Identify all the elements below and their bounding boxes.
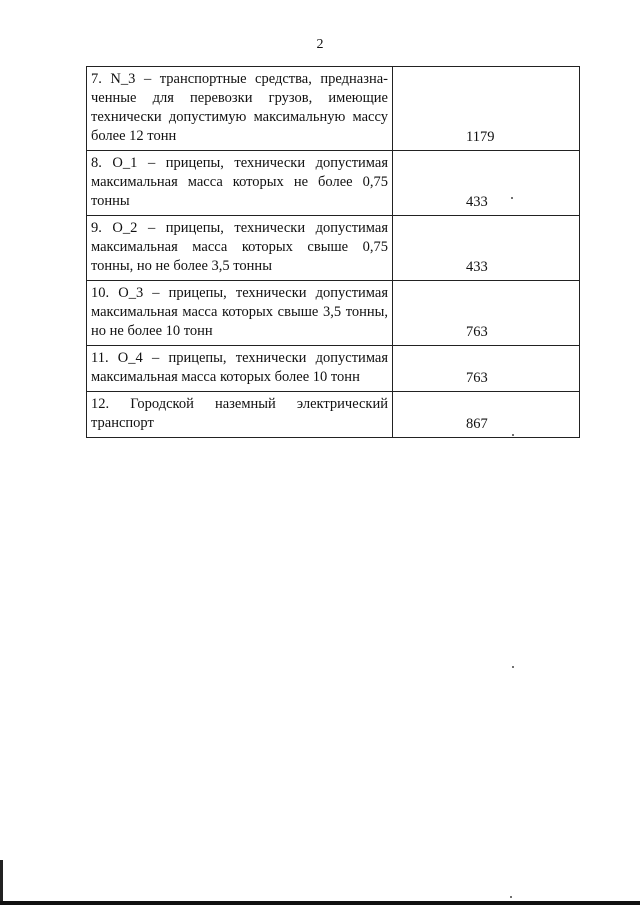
row-value-cell [393,346,580,392]
scan-speck [512,434,514,436]
row-description: 8. O_1 – прицепы, технически допустимая максимальная масса которых не более 0,75 тонны [87,151,393,216]
scan-speck [511,197,513,199]
scan-edge-bottom [0,901,640,905]
scan-speck [510,896,512,898]
row-description: 7. N_3 – транспортные средства, предназна-ченные для перевозки грузов, имеющие технически допустимую максимальную массу более 12 тонн [87,67,393,151]
row-value-cell [393,281,580,346]
row-value: 763 [466,324,488,340]
row-value: 867 [466,416,488,432]
table-row [87,67,580,151]
row-value: 433 [466,259,488,275]
row-value-cell [393,67,580,151]
table-row [87,151,580,216]
row-value: 1179 [466,129,495,145]
row-value: 433 [466,194,488,210]
table-row [87,346,580,392]
table-row [87,216,580,281]
row-value-cell [393,392,580,438]
row-description: 9. O_2 – прицепы, технически допустимая максимальная масса которых свыше 0,75 тонны, но не более 3,5 тонны [87,216,393,281]
scan-edge-left [0,860,3,905]
row-description: 11. O_4 – прицепы, технически допустимая максимальная масса которых более 10 тонн [87,346,393,392]
table-row [87,281,580,346]
page-number: 2 [316,37,324,52]
row-value: 763 [466,370,488,386]
row-description: 12. Городской наземный электрический транспорт [87,392,393,438]
fee-table [86,66,580,438]
row-value-cell [393,216,580,281]
table-row [87,392,580,438]
row-value-cell [393,151,580,216]
scan-speck [512,666,514,668]
row-description: 10. O_3 – прицепы, технически допустимая максимальная масса которых свыше 3,5 тонны, но не более 10 тонн [87,281,393,346]
